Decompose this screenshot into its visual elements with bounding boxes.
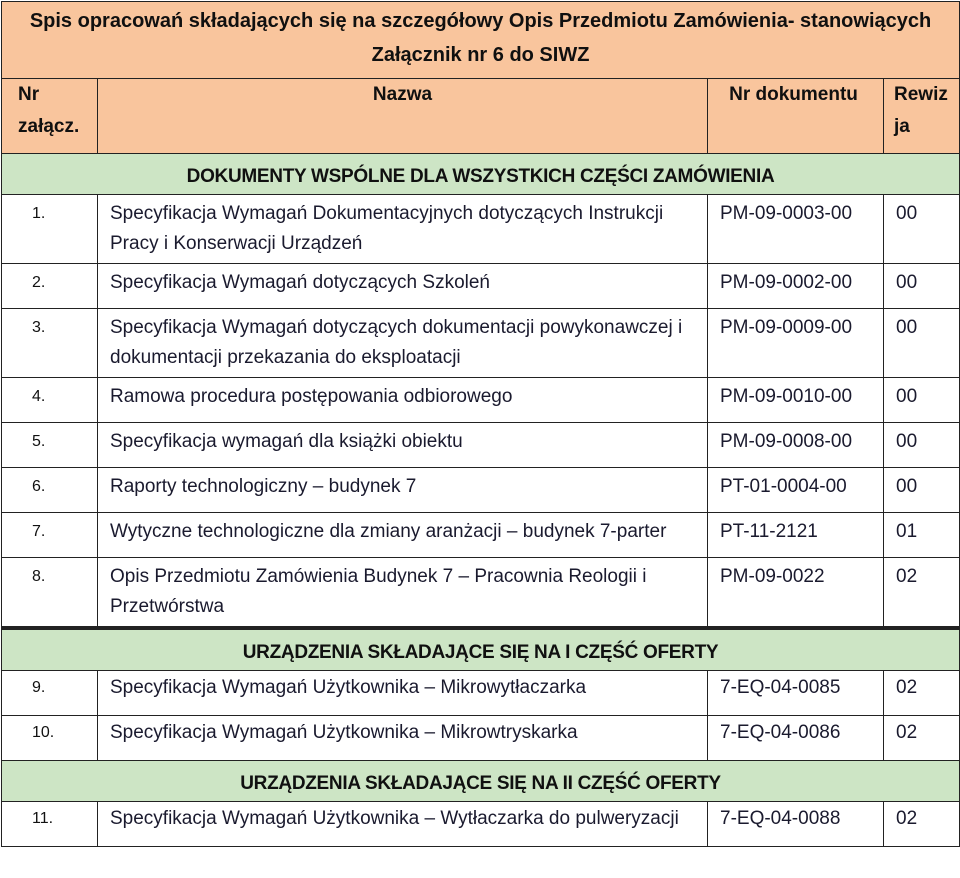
row-name: Specyfikacja Wymagań Użytkownika – Mikrowtryskarka <box>98 716 708 761</box>
section-title: URZĄDZENIA SKŁADAJĄCE SIĘ NA II CZĘŚĆ OFERTY <box>2 761 960 802</box>
section-header-common <box>2 154 960 195</box>
row-number: 5. <box>2 423 98 468</box>
row-revision: 02 <box>884 716 960 761</box>
row-revision: 02 <box>884 558 960 629</box>
table-title <box>2 2 960 79</box>
row-name: Specyfikacja Wymagań Użytkownika – Mikrowytłaczarka <box>98 671 708 716</box>
table-row <box>2 264 960 309</box>
row-number: 6. <box>2 468 98 513</box>
row-number: 4. <box>2 378 98 423</box>
table-row <box>2 671 960 716</box>
header-row <box>2 79 960 154</box>
row-revision: 00 <box>884 378 960 423</box>
header-revision-line-2: ja <box>894 116 910 137</box>
title-line-2: Załącznik nr 6 do SIWZ <box>371 44 590 66</box>
attachments-table <box>1 1 960 847</box>
header-revision <box>884 79 960 154</box>
table-row <box>2 195 960 264</box>
row-revision: 00 <box>884 309 960 378</box>
header-name: Nazwa <box>98 79 708 154</box>
section-header-part-2 <box>2 761 960 802</box>
row-name: Specyfikacja Wymagań Dokumentacyjnych dotyczących Instrukcji Pracy i Konserwacji Urządzeń <box>98 195 708 264</box>
row-revision: 00 <box>884 423 960 468</box>
row-name: Specyfikacja Wymagań dotyczących Szkoleń <box>98 264 708 309</box>
header-number: Nr załącz. <box>2 79 98 154</box>
row-document: PM-09-0003-00 <box>708 195 884 264</box>
row-name: Raporty technologiczny – budynek 7 <box>98 468 708 513</box>
table-row <box>2 309 960 378</box>
row-number: 8. <box>2 558 98 629</box>
row-number: 11. <box>2 802 98 847</box>
table-row <box>2 423 960 468</box>
row-revision: 01 <box>884 513 960 558</box>
section-title: URZĄDZENIA SKŁADAJĄCE SIĘ NA I CZĘŚĆ OFERTY <box>2 628 960 671</box>
row-number: 9. <box>2 671 98 716</box>
row-revision: 02 <box>884 802 960 847</box>
row-number: 7. <box>2 513 98 558</box>
table-row <box>2 513 960 558</box>
section-header-part-1 <box>2 628 960 671</box>
row-revision: 00 <box>884 264 960 309</box>
header-revision-line-1: Rewiz <box>894 84 948 105</box>
row-document: PM-09-0002-00 <box>708 264 884 309</box>
row-document: 7-EQ-04-0085 <box>708 671 884 716</box>
row-document: PT-11-2121 <box>708 513 884 558</box>
row-revision: 00 <box>884 468 960 513</box>
table-row <box>2 802 960 847</box>
row-number: 2. <box>2 264 98 309</box>
title-line-1: Spis opracowań składających się na szczegółowy Opis Przedmiotu Zamówienia- stanowiących <box>29 10 932 32</box>
row-revision: 00 <box>884 195 960 264</box>
table-row <box>2 716 960 761</box>
row-name: Ramowa procedura postępowania odbiorowego <box>98 378 708 423</box>
table-row <box>2 378 960 423</box>
table-row <box>2 558 960 629</box>
row-name: Specyfikacja wymagań dla książki obiektu <box>98 423 708 468</box>
row-number: 1. <box>2 195 98 264</box>
row-document: PT-01-0004-00 <box>708 468 884 513</box>
row-name: Specyfikacja Wymagań dotyczących dokumentacji powykonawczej i dokumentacji przekazania do eksploatacji <box>98 309 708 378</box>
row-document: PM-09-0008-00 <box>708 423 884 468</box>
row-document: PM-09-0009-00 <box>708 309 884 378</box>
row-name: Opis Przedmiotu Zamówienia Budynek 7 – Pracownia Reologii i Przetwórstwa <box>98 558 708 629</box>
row-document: 7-EQ-04-0086 <box>708 716 884 761</box>
row-name: Wytyczne technologiczne dla zmiany aranżacji – budynek 7-parter <box>98 513 708 558</box>
row-revision: 02 <box>884 671 960 716</box>
row-number: 10. <box>2 716 98 761</box>
row-number: 3. <box>2 309 98 378</box>
header-document: Nr dokumentu <box>708 79 884 154</box>
section-title: DOKUMENTY WSPÓLNE DLA WSZYSTKICH CZĘŚCI ZAMÓWIENIA <box>2 154 960 195</box>
row-document: 7-EQ-04-0088 <box>708 802 884 847</box>
title-row <box>2 2 960 79</box>
row-document: PM-09-0022 <box>708 558 884 629</box>
table-row <box>2 468 960 513</box>
row-document: PM-09-0010-00 <box>708 378 884 423</box>
row-name: Specyfikacja Wymagań Użytkownika – Wytłaczarka do pulweryzacji <box>98 802 708 847</box>
